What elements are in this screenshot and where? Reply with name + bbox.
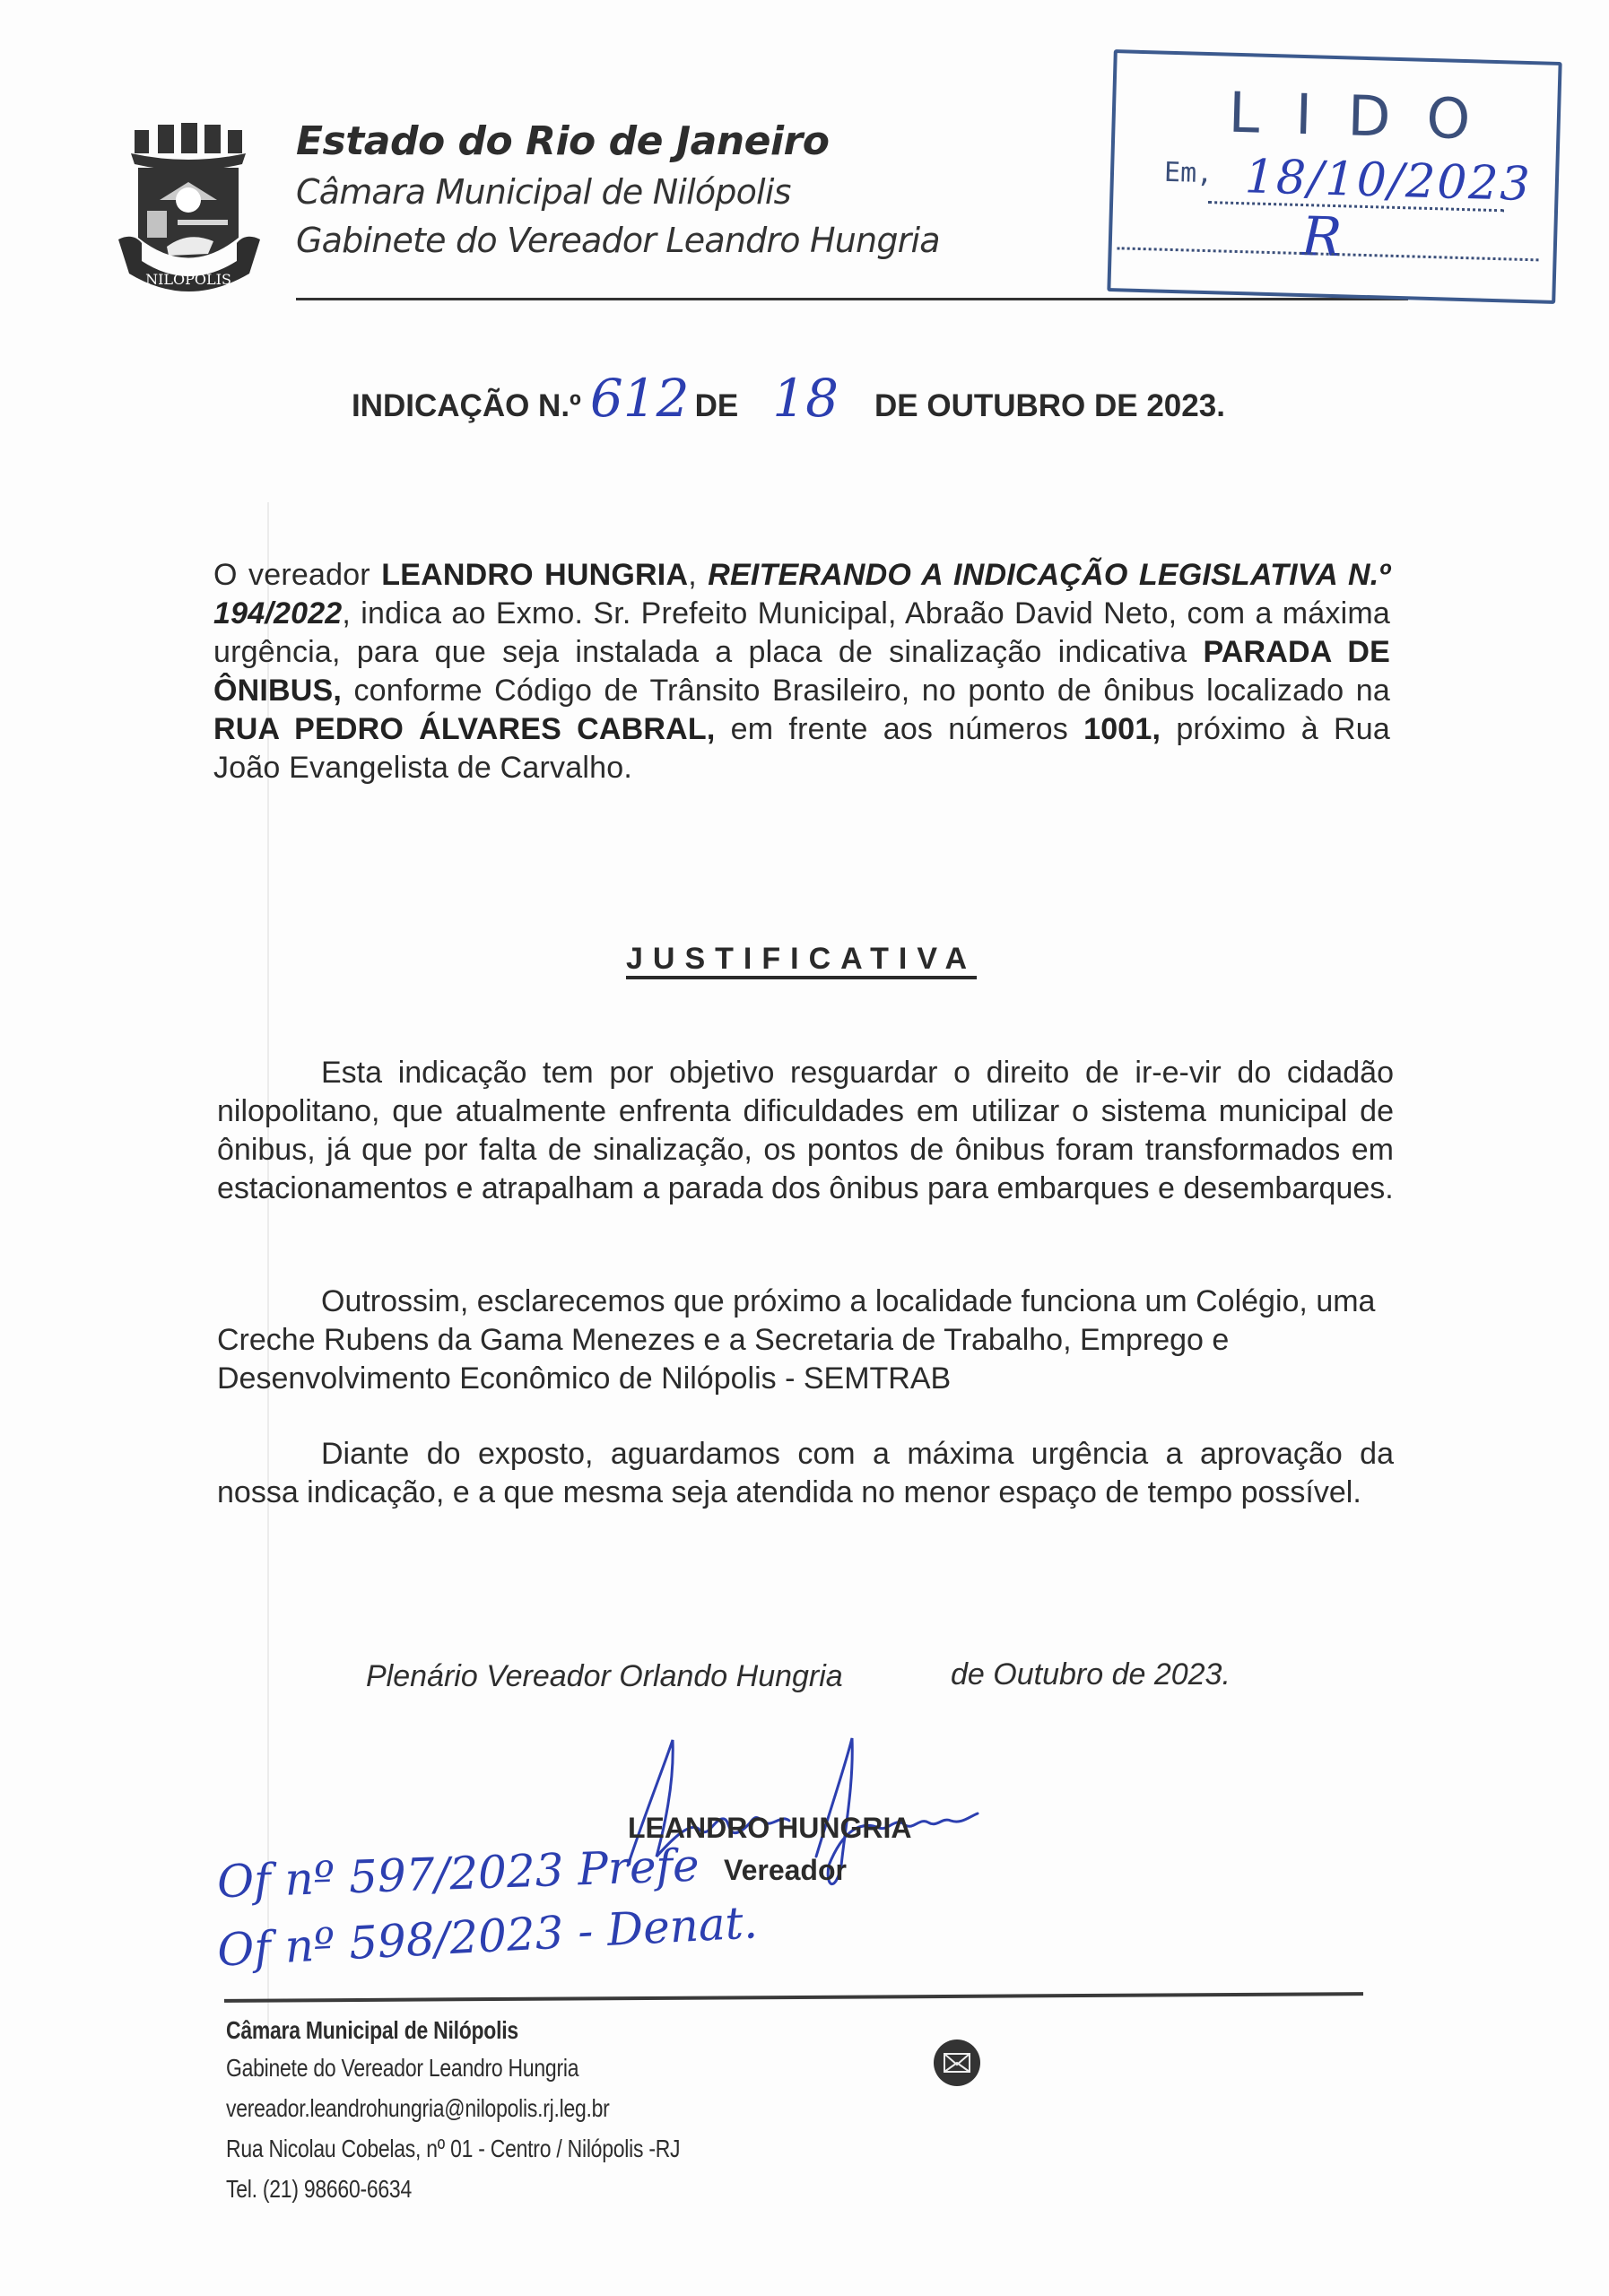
header-state: Estado do Rio de Janeiro — [296, 118, 830, 164]
signatory-name: LEANDRO HUNGRIA — [628, 1812, 912, 1844]
header-office: Gabinete do Vereador Leandro Hungria — [296, 221, 940, 260]
indication-title — [352, 368, 1225, 429]
body-text: próximo à Rua João Evangelista de Carvalho. — [213, 712, 1391, 785]
body-bold-name: LEANDRO HUNGRIA — [381, 558, 689, 592]
footer-email[interactable]: vereador.leandrohungria@nilopolis.rj.leg.br — [226, 2094, 610, 2122]
indication-day: 18 — [772, 368, 839, 429]
body-reference: REITERANDO A INDICAÇÃO LEGISLATIVA N.º 194/2022 — [213, 558, 1390, 631]
body-bold-number: 1001, — [1083, 712, 1161, 746]
body-text: em frente aos números — [715, 712, 1084, 746]
header-rule — [296, 298, 1408, 300]
header-chamber: Câmara Municipal de Nilópolis — [296, 172, 791, 212]
justification-paragraph-1: Esta indicação tem por objetivo resguardar o direito de ir-e-vir do cidadão nilopolitano, que atualmente enfrenta dificuldades em utilizar o sistema municipal de ônibus, já que por falta de sinalização, os pontos de ônibus foram transformados em estacionamentos e atrapalham a parada dos ônibus para embarques e desembarques. — [217, 1056, 1394, 1205]
municipal-crest-logo — [115, 121, 263, 300]
body-text: , — [688, 558, 709, 592]
footer-office: Gabinete do Vereador Leandro Hungria — [226, 2054, 579, 2082]
crest-text: NILOPOLIS — [145, 271, 231, 288]
body-bold-street: RUA PEDRO ÁLVARES CABRAL, — [213, 712, 716, 746]
footer-address: Rua Nicolau Cobelas, nº 01 - Centro / Nilópolis -RJ — [226, 2135, 681, 2162]
body-bold-sign: PARADA DE ÔNIBUS, — [213, 635, 1391, 708]
footer-phone: Tel. (21) 98660-6634 — [226, 2175, 412, 2203]
signatory-role: Vereador — [724, 1854, 847, 1886]
footer-org: Câmara Municipal de Nilópolis — [226, 2016, 518, 2044]
stamp-label: LIDO — [1227, 79, 1508, 153]
closing-place: Plenário Vereador Orlando Hungria — [366, 1659, 843, 1693]
received-stamp — [1107, 49, 1561, 304]
stamp-date-prefix: Em, — [1163, 156, 1213, 190]
handwritten-note-2: Of nº 598/2023 - Denat. — [215, 1896, 759, 1977]
indication-de: DE — [694, 388, 739, 423]
justification-paragraph-2: Outrossim, esclarecemos que próximo a localidade funciona um Colégio, uma Creche Rubens da Gama Menezes e a Secretaria de Trabalho, Emprego e Desenvolvimento Econômico de Nilópolis - SEMTRAB — [217, 1284, 1376, 1396]
footer-rule — [224, 1992, 1363, 2003]
indication-body — [213, 556, 1390, 787]
email-icon — [932, 2038, 982, 2088]
justification-heading: JUSTIFICATIVA — [626, 942, 978, 976]
body-text: , indica ao Exmo. Sr. Prefeito Municipal, Abraão David Neto, com a máxima urgência, para que seja instalada a placa de sinalização indicativa — [213, 596, 1390, 669]
closing-date: de Outubro de 2023. — [951, 1657, 1231, 1692]
indication-number: 612 — [589, 368, 690, 429]
justification-paragraph-3: Diante do exposto, aguardamos com a máxima urgência a aprovação da nossa indicação, e a que mesma seja atendida no menor espaço de tempo possível. — [217, 1437, 1394, 1509]
stamp-date: 18/10/2023 — [1244, 150, 1533, 213]
body-text: conforme Código de Trânsito Brasileiro, no ponto de ônibus localizado na — [342, 674, 1390, 708]
stamp-initials: R — [1300, 205, 1344, 270]
indication-prefix: INDICAÇÃO N.º — [352, 388, 581, 423]
handwritten-note-1: Of nº 597/2023 Prefe — [216, 1839, 700, 1909]
indication-suffix: DE OUTUBRO DE 2023. — [874, 388, 1225, 423]
body-text: O vereador — [213, 558, 382, 592]
